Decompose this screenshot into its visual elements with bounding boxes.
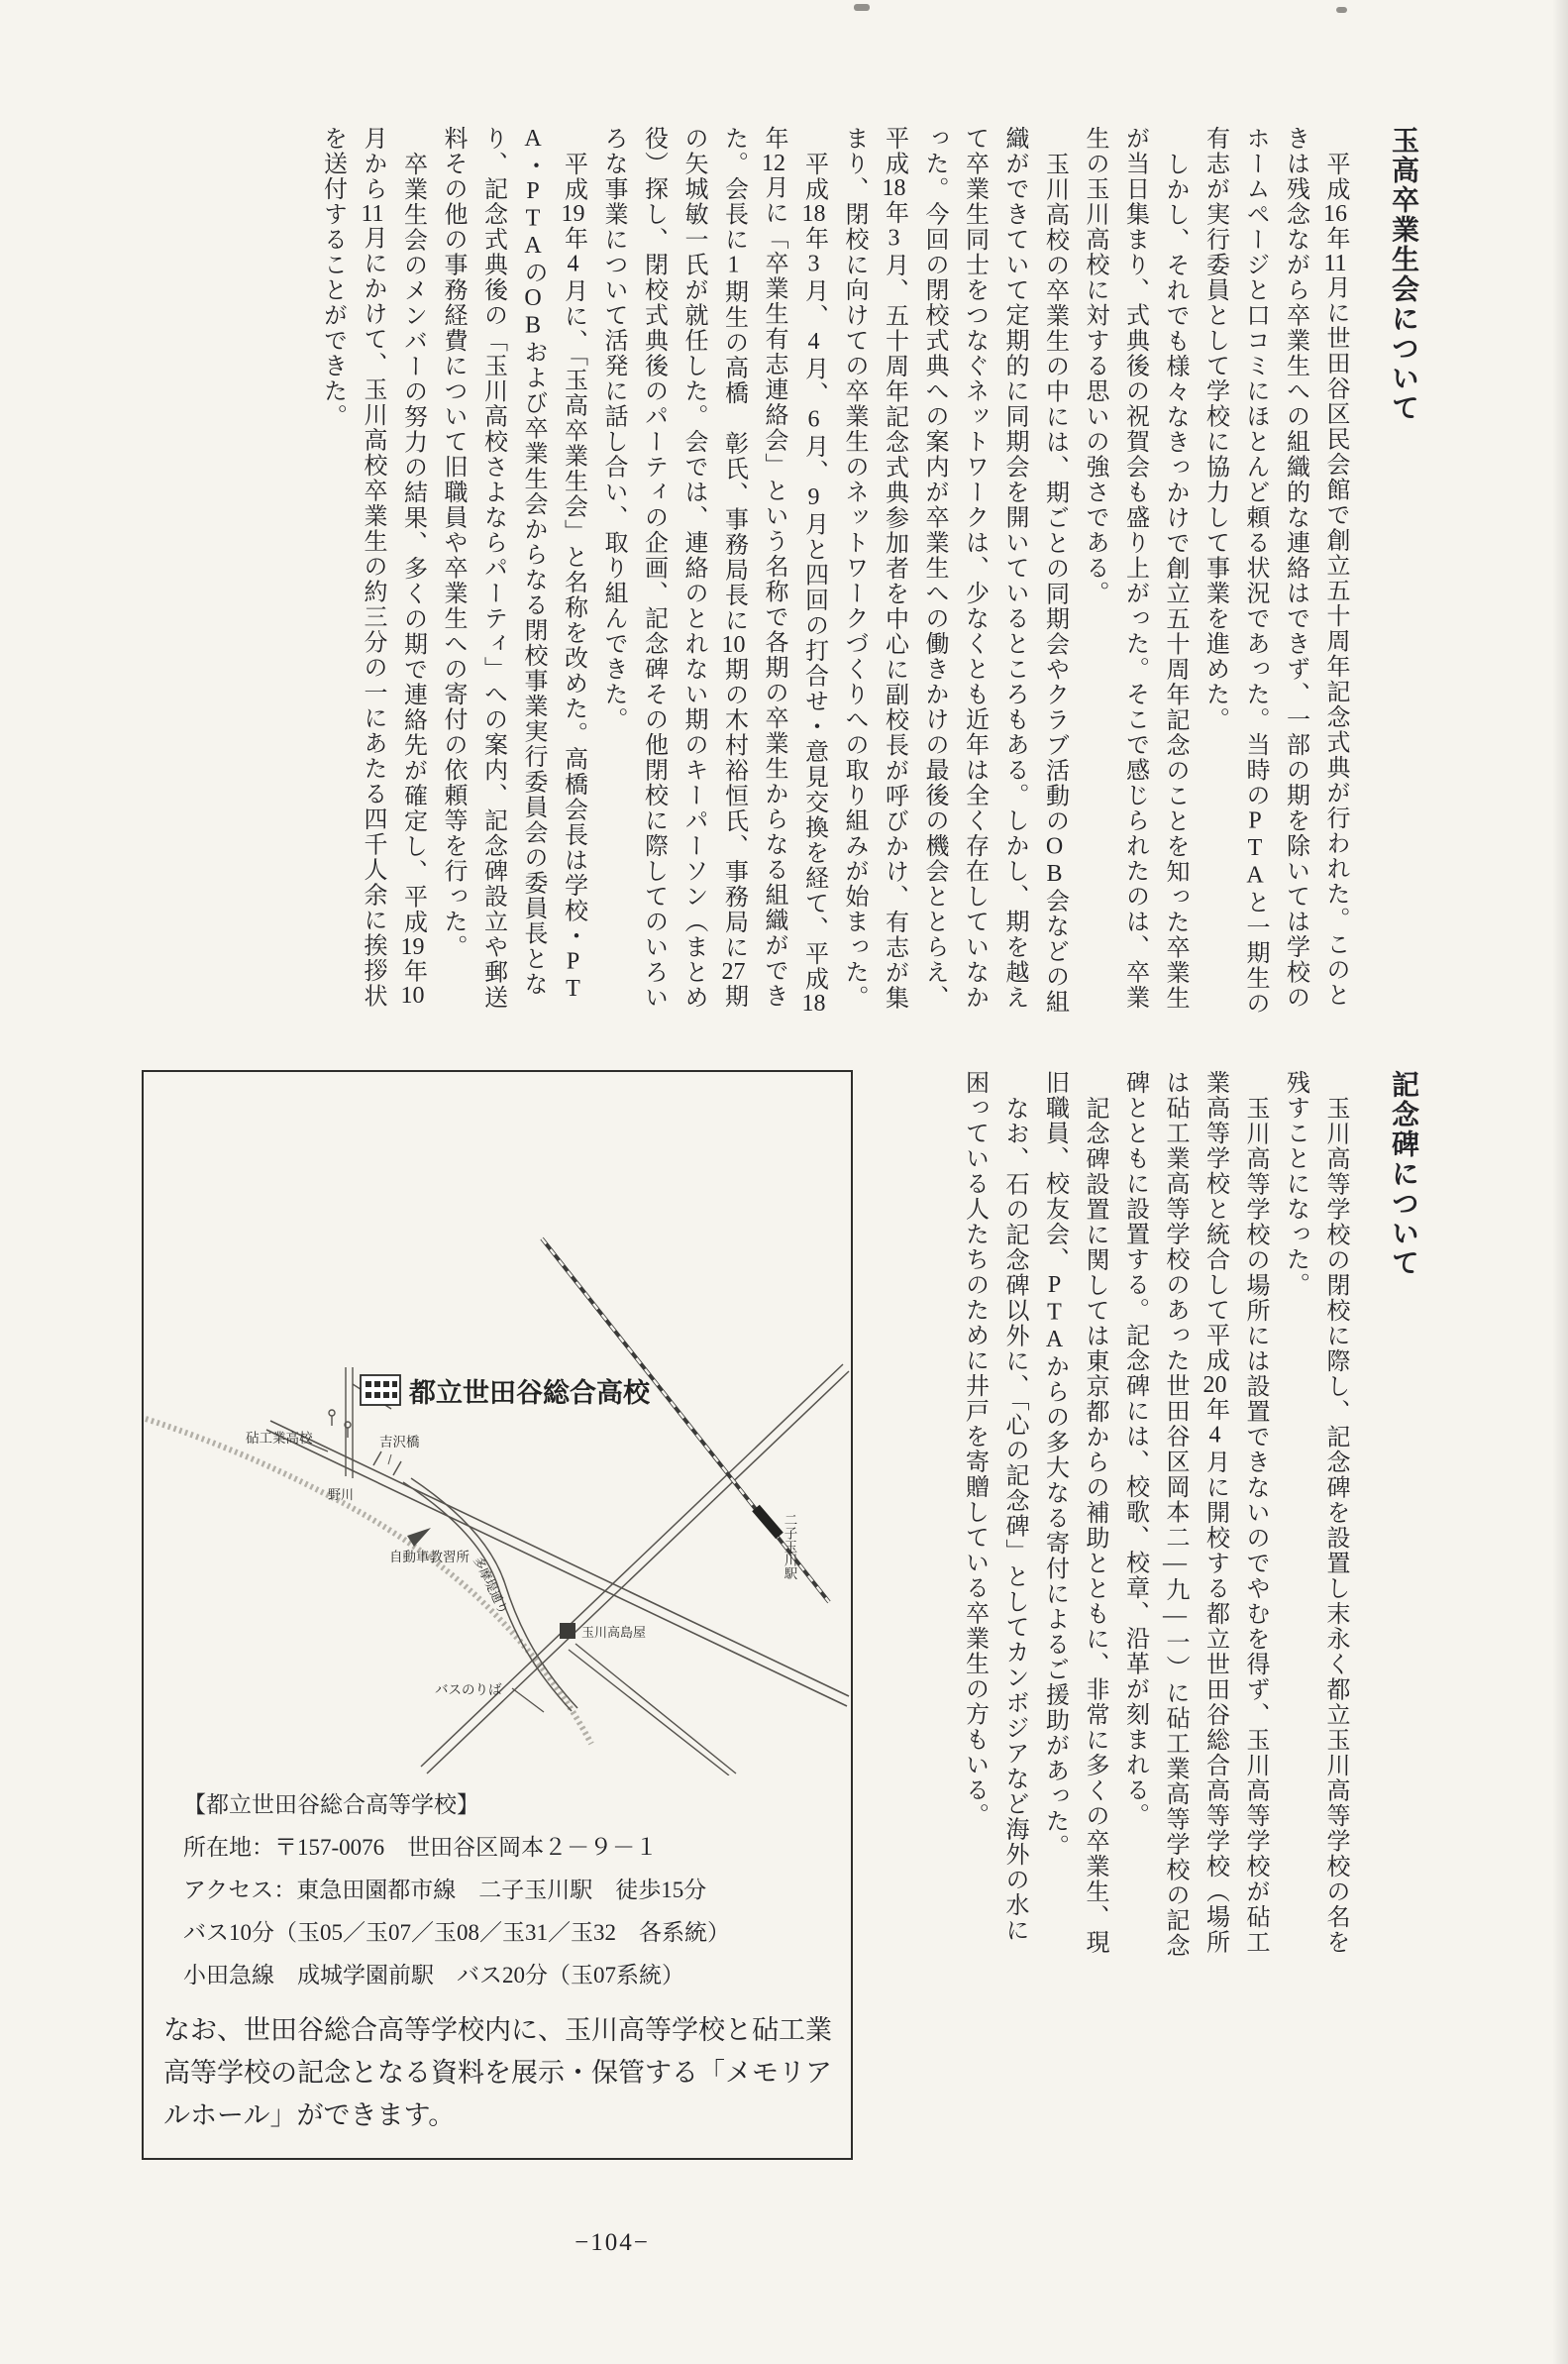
map-label-takashimaya: 玉川高島屋 <box>581 1625 647 1640</box>
text-column-line-7: 記念碑設置に関しては東京都からの補助とともに、非常に多くの卒業生、現 <box>1082 1096 1107 1955</box>
note-line: 高等学校の記念となる資料を展示・保管する「メモリア <box>163 2058 832 2088</box>
text-column-line-15: 年12月に「卒業生有志連絡会」という名称で各期の卒業生からなる組織ができ <box>761 126 786 1009</box>
takashimaya-building-icon <box>560 1623 575 1639</box>
text-column-line-21: A・PTAのOBおよび卒業生会からなる閉校事業実行委員会の委員長とな <box>520 126 546 997</box>
text-column-line-13: まり、閉校に向けての卒業生のネットワークづくりへの取り組みが始まった。 <box>841 126 867 1011</box>
text-column-line-8: 旧職員、校友会、PTAからの多大なる寄付によるご援助があった。 <box>1041 1070 1068 1860</box>
text-column-line-7: 生の玉川高校に対する思いの強さである。 <box>1082 126 1107 606</box>
text-column-line-9: なお、石の記念碑以外に、「心の記念碑」としてカンボジアなど海外の水に <box>1001 1096 1027 1943</box>
map-label-yoshizawa-bridge: 吉沢橋 <box>379 1435 420 1450</box>
note-line: ルホール」ができます。 <box>163 2100 456 2130</box>
text-column-line-3: ホームページと口コミにほとんど頼る状況であった。当時のPTAと一期生の <box>1242 126 1268 1017</box>
article-body <box>954 1070 1355 1991</box>
school-building-icon <box>361 1375 400 1405</box>
text-column-line-23: 料その他の事務経費について旧職員や卒業生への寄付の依頼等を行った。 <box>440 126 466 960</box>
note-line: なお、世田谷総合高等学校内に、玉川高等学校と砧工業 <box>163 2015 832 2045</box>
address-heading: 【都立世田谷総合高等学校】 <box>183 1792 479 1817</box>
school-access-info-box <box>142 1070 853 2160</box>
address-line: アクセス：東急田園都市線 二子玉川駅 徒歩15分 <box>183 1878 707 1902</box>
text-column-line-4: 業高等学校と統合して平成20年4月に開校する都立世田谷総合高等学校（場所 <box>1202 1070 1228 1955</box>
text-column-line-24: 卒業生会のメンバーの努力の結果、多くの期で連絡先が確定し、平成19年10 <box>399 152 426 1008</box>
text-column-line-22: り、記念式典後の「玉川高校さよならパーティ」への案内、記念碑設立や郵送 <box>479 126 506 1011</box>
text-column-line-9: 織ができていて定期的に同期会を開いているところもある。しかし、期を越え <box>1001 126 1027 1011</box>
text-column-line-6: 碑とともに設置する。記念碑には、校歌、校章、沿革が刻まれる。 <box>1121 1070 1148 1828</box>
article-memorial-monument <box>954 1070 1426 1991</box>
text-column-line-2: 残すことになった。 <box>1282 1070 1308 1298</box>
map-label-driving-school: 自動車教習所 <box>389 1550 470 1564</box>
map-label-tamazutsumi-road: 多摩堤通り <box>470 1555 511 1617</box>
road-lower-right <box>569 1644 736 1775</box>
text-column-line-1: 平成16年11月に世田谷区民会館で創立五十周年記念式典が行われた。このと <box>1322 152 1348 1008</box>
driving-school-arrow-icon <box>407 1528 431 1547</box>
article-body <box>312 126 1355 1067</box>
text-column-line-2: きは残念ながら卒業生への組織的な連絡はできず、一部の期を除いては学校の <box>1282 126 1308 1011</box>
map-label-bus-stop: バスのりば <box>435 1682 502 1697</box>
text-column-line-5: しかし、それでも様々なきっかけで創立五十周年記念のことを知った卒業生 <box>1162 152 1188 1011</box>
page-number: −104− <box>575 2229 650 2256</box>
page-edge-shadow <box>1552 0 1568 2364</box>
text-column-line-16: た。会長に1期生の高橋 彰氏、事務局長に10期の木村裕恒氏、事務局に27期 <box>720 126 747 1010</box>
text-column-line-4: 有志が実行委員として学校に協力して事業を進めた。 <box>1202 126 1228 732</box>
text-column-line-14: 平成18年3月、4月、6月、9月と四回の打合せ・意見交換を経て、平成18 <box>800 152 827 1016</box>
text-column-line-17: の矢城敏一氏が就任した。会では、連絡のとれない期のキーパーソン（まとめ <box>680 126 706 1011</box>
text-column-line-26: を送付することができた。 <box>319 126 346 429</box>
text-column-line-11: った。今回の閉校式典への案内が卒業生への働きかけの最後の機会ととらえ、 <box>921 126 947 1011</box>
map-label-nogawa-river: 野川 <box>328 1487 355 1502</box>
article-graduates-association <box>312 126 1426 1067</box>
text-column-line-5: は砧工業高等学校のあった世田谷区岡本二―九―一）に砧工業高等学校の記念 <box>1162 1070 1188 1959</box>
text-column-line-6: が当日集まり、式典後の祝賀会も盛り上がった。そこで感じられたのは、卒業 <box>1121 126 1148 1011</box>
text-column-line-8: 玉川高校の卒業生の中には、期ごとの同期会やクラブ活動のOB会などの組 <box>1041 152 1068 1015</box>
text-column-line-19: ろな事業について活発に話し合い、取り組んできた。 <box>600 126 626 732</box>
text-column-line-20: 平成19年4月に、「玉高卒業生会」と名称を改めた。高橋会長は学校・PT <box>560 152 586 1004</box>
address-line: バス10分（玉05／玉07／玉08／玉31／玉32 各系統） <box>183 1920 730 1945</box>
text-column-line-10: て卒業生同士をつなぐネットワークは、少なくとも近年は全く存在していなか <box>961 126 988 1011</box>
text-column-line-12: 平成18年3月、五十周年記念式典参加者を中心に副校長が呼びかけ、有志が集 <box>881 126 907 1011</box>
map-label-futako-station: 二子玉川駅 <box>782 1513 797 1580</box>
article-title: 玉高卒業生会について <box>1389 126 1419 423</box>
scan-speck <box>854 4 870 11</box>
school-area-map <box>144 1072 851 1775</box>
text-column-line-10: 困っている人たちのために井戸を寄贈している卒業生の方もいる。 <box>961 1070 988 1828</box>
scan-speck <box>1336 7 1347 13</box>
address-line: 小田急線 成城学園前駅 バス20分（玉07系統） <box>183 1963 684 1988</box>
text-column-line-1: 玉川高等学校の閉校に際し、記念碑を設置し末永く都立玉川高等学校の名を <box>1322 1096 1348 1955</box>
text-column-line-3: 玉川高等学校の場所には設置できないのでやむを得ず、玉川高等学校が砧工 <box>1242 1096 1268 1955</box>
road-main-diagonal <box>266 1421 849 1706</box>
text-column-line-25: 月から11月にかけて、玉川高校卒業生の約三分の一にあたる四千人余に挨拶状 <box>360 126 385 1009</box>
text-column-line-18: 役）探し、閉校式典後のパーティの企画、記念碑その他閉校に際してのいろい <box>640 126 667 1011</box>
memorial-hall-note <box>163 2009 832 2137</box>
station-icon <box>756 1508 780 1536</box>
map-label-kinuta-tech: 砧工業高校 <box>246 1431 313 1446</box>
article-title: 記念碑について <box>1389 1070 1419 1278</box>
address-line: 所在地：〒157-0076 世田谷区岡本２－９－１ <box>183 1835 659 1860</box>
map-label-school: 都立世田谷総合高校 <box>409 1378 650 1408</box>
bus-stop-leader-line <box>512 1688 544 1712</box>
school-address-block <box>183 1783 730 1996</box>
